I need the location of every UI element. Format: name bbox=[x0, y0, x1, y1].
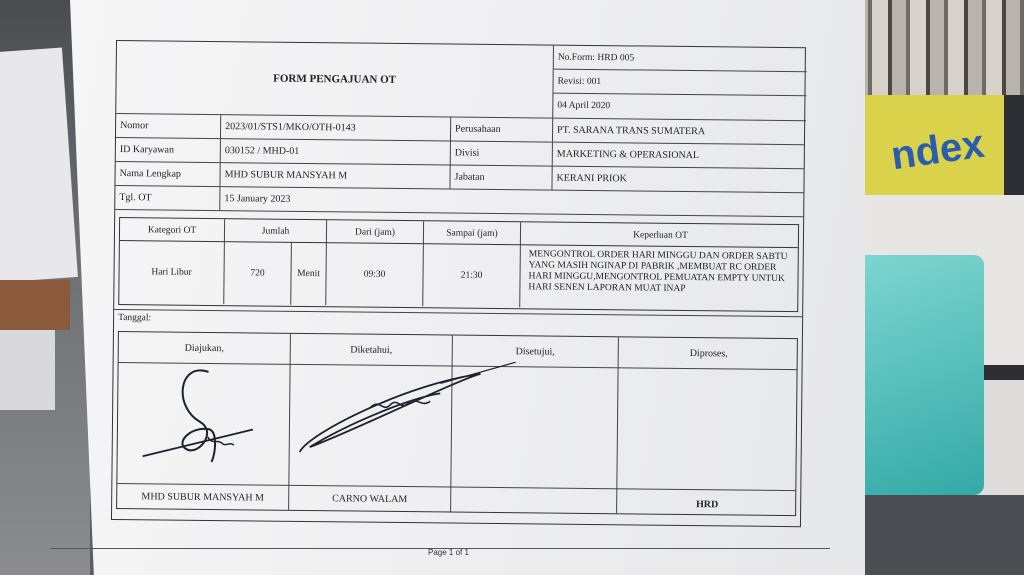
signature-disetujui-cell bbox=[451, 336, 619, 514]
signature-diketahui-name: CARNO WALAM bbox=[332, 493, 408, 506]
id-value: 030152 / MHD-01 bbox=[221, 139, 451, 164]
background-desk bbox=[0, 280, 70, 330]
header-dari: Dari (jam) bbox=[327, 220, 424, 244]
background-books bbox=[854, 0, 1024, 95]
row-sampai: 21:30 bbox=[423, 244, 521, 307]
background-teal-container bbox=[849, 255, 984, 495]
form-revision: Revisi: 001 bbox=[553, 70, 806, 97]
form-date: 04 April 2020 bbox=[553, 94, 806, 122]
signature-diajukan-name: MHD SUBUR MANSYAH M bbox=[141, 491, 265, 504]
row-jumlah: 720 bbox=[224, 242, 292, 305]
signature-diajukan-label: Diajukan, bbox=[184, 342, 224, 355]
header-keperluan: Keperluan OT bbox=[633, 229, 688, 241]
header-kategori: Kategori OT bbox=[120, 218, 225, 242]
row-dari: 09:30 bbox=[326, 243, 424, 306]
signature-disetujui-label: Disetujui, bbox=[515, 346, 555, 358]
row-unit: Menit bbox=[291, 243, 327, 305]
nomor-value: 2023/01/STS1/MKO/OTH-0143 bbox=[221, 115, 451, 140]
background-index-text: ndex bbox=[887, 121, 987, 179]
signature-diproses-name: HRD bbox=[695, 499, 719, 511]
header-jumlah: Jumlah bbox=[225, 219, 327, 243]
header-sampai: Sampai (jam) bbox=[424, 221, 521, 245]
page-number: Page 1 of 1 bbox=[428, 548, 469, 557]
form-number: No.Form: HRD 005 bbox=[554, 46, 807, 73]
signature-diketahui-label: Diketahui, bbox=[350, 344, 393, 356]
divisi-value: MARKETING & OPERASIONAL bbox=[556, 148, 700, 162]
nama-value: MHD SUBUR MANSYAH M bbox=[220, 163, 450, 188]
jabatan-label: Jabatan bbox=[450, 166, 552, 190]
jabatan-value: KERANI PRIOK bbox=[556, 172, 627, 185]
background-box bbox=[0, 330, 55, 410]
ot-table bbox=[118, 217, 799, 312]
perusahaan-value: PT. SARANA TRANS SUMATERA bbox=[557, 124, 706, 138]
nama-label: Nama Lengkap bbox=[115, 162, 220, 186]
id-label: ID Karyawan bbox=[116, 138, 221, 162]
tanggal-label: Tanggal: bbox=[118, 313, 152, 324]
row-kategori: Hari Libur bbox=[119, 241, 225, 304]
signature-diajukan-mark bbox=[138, 366, 269, 467]
background-tray bbox=[849, 495, 1024, 575]
tgl-value: 15 January 2023 bbox=[224, 193, 291, 205]
row-keperluan: MENGONTROL ORDER HARI MINGGU DAN ORDER SABTU YANG MASIH NGINAP DI PABRIK ,MEMBUAT RC ORDER HARI MINGGU,MENGONTROL PEMUATAN EMPTY UNTUK HARI SENEN LAPORAN MUAT INAP bbox=[528, 249, 788, 294]
nomor-label: Nomor bbox=[116, 114, 221, 138]
signature-diketahui-cell bbox=[289, 334, 453, 512]
perusahaan-label: Perusahaan bbox=[451, 118, 553, 142]
signature-diajukan-cell bbox=[117, 332, 291, 510]
tgl-label: Tgl. OT bbox=[115, 186, 220, 210]
ot-form bbox=[111, 40, 806, 527]
form-title: FORM PENGAJUAN OT bbox=[116, 41, 554, 119]
divisi-label: Divisi bbox=[451, 142, 553, 166]
signature-diproses-label: Diproses, bbox=[689, 348, 728, 360]
signature-diproses-cell bbox=[617, 337, 799, 515]
signature-disetujui-name bbox=[451, 506, 616, 508]
signature-table bbox=[116, 331, 798, 516]
